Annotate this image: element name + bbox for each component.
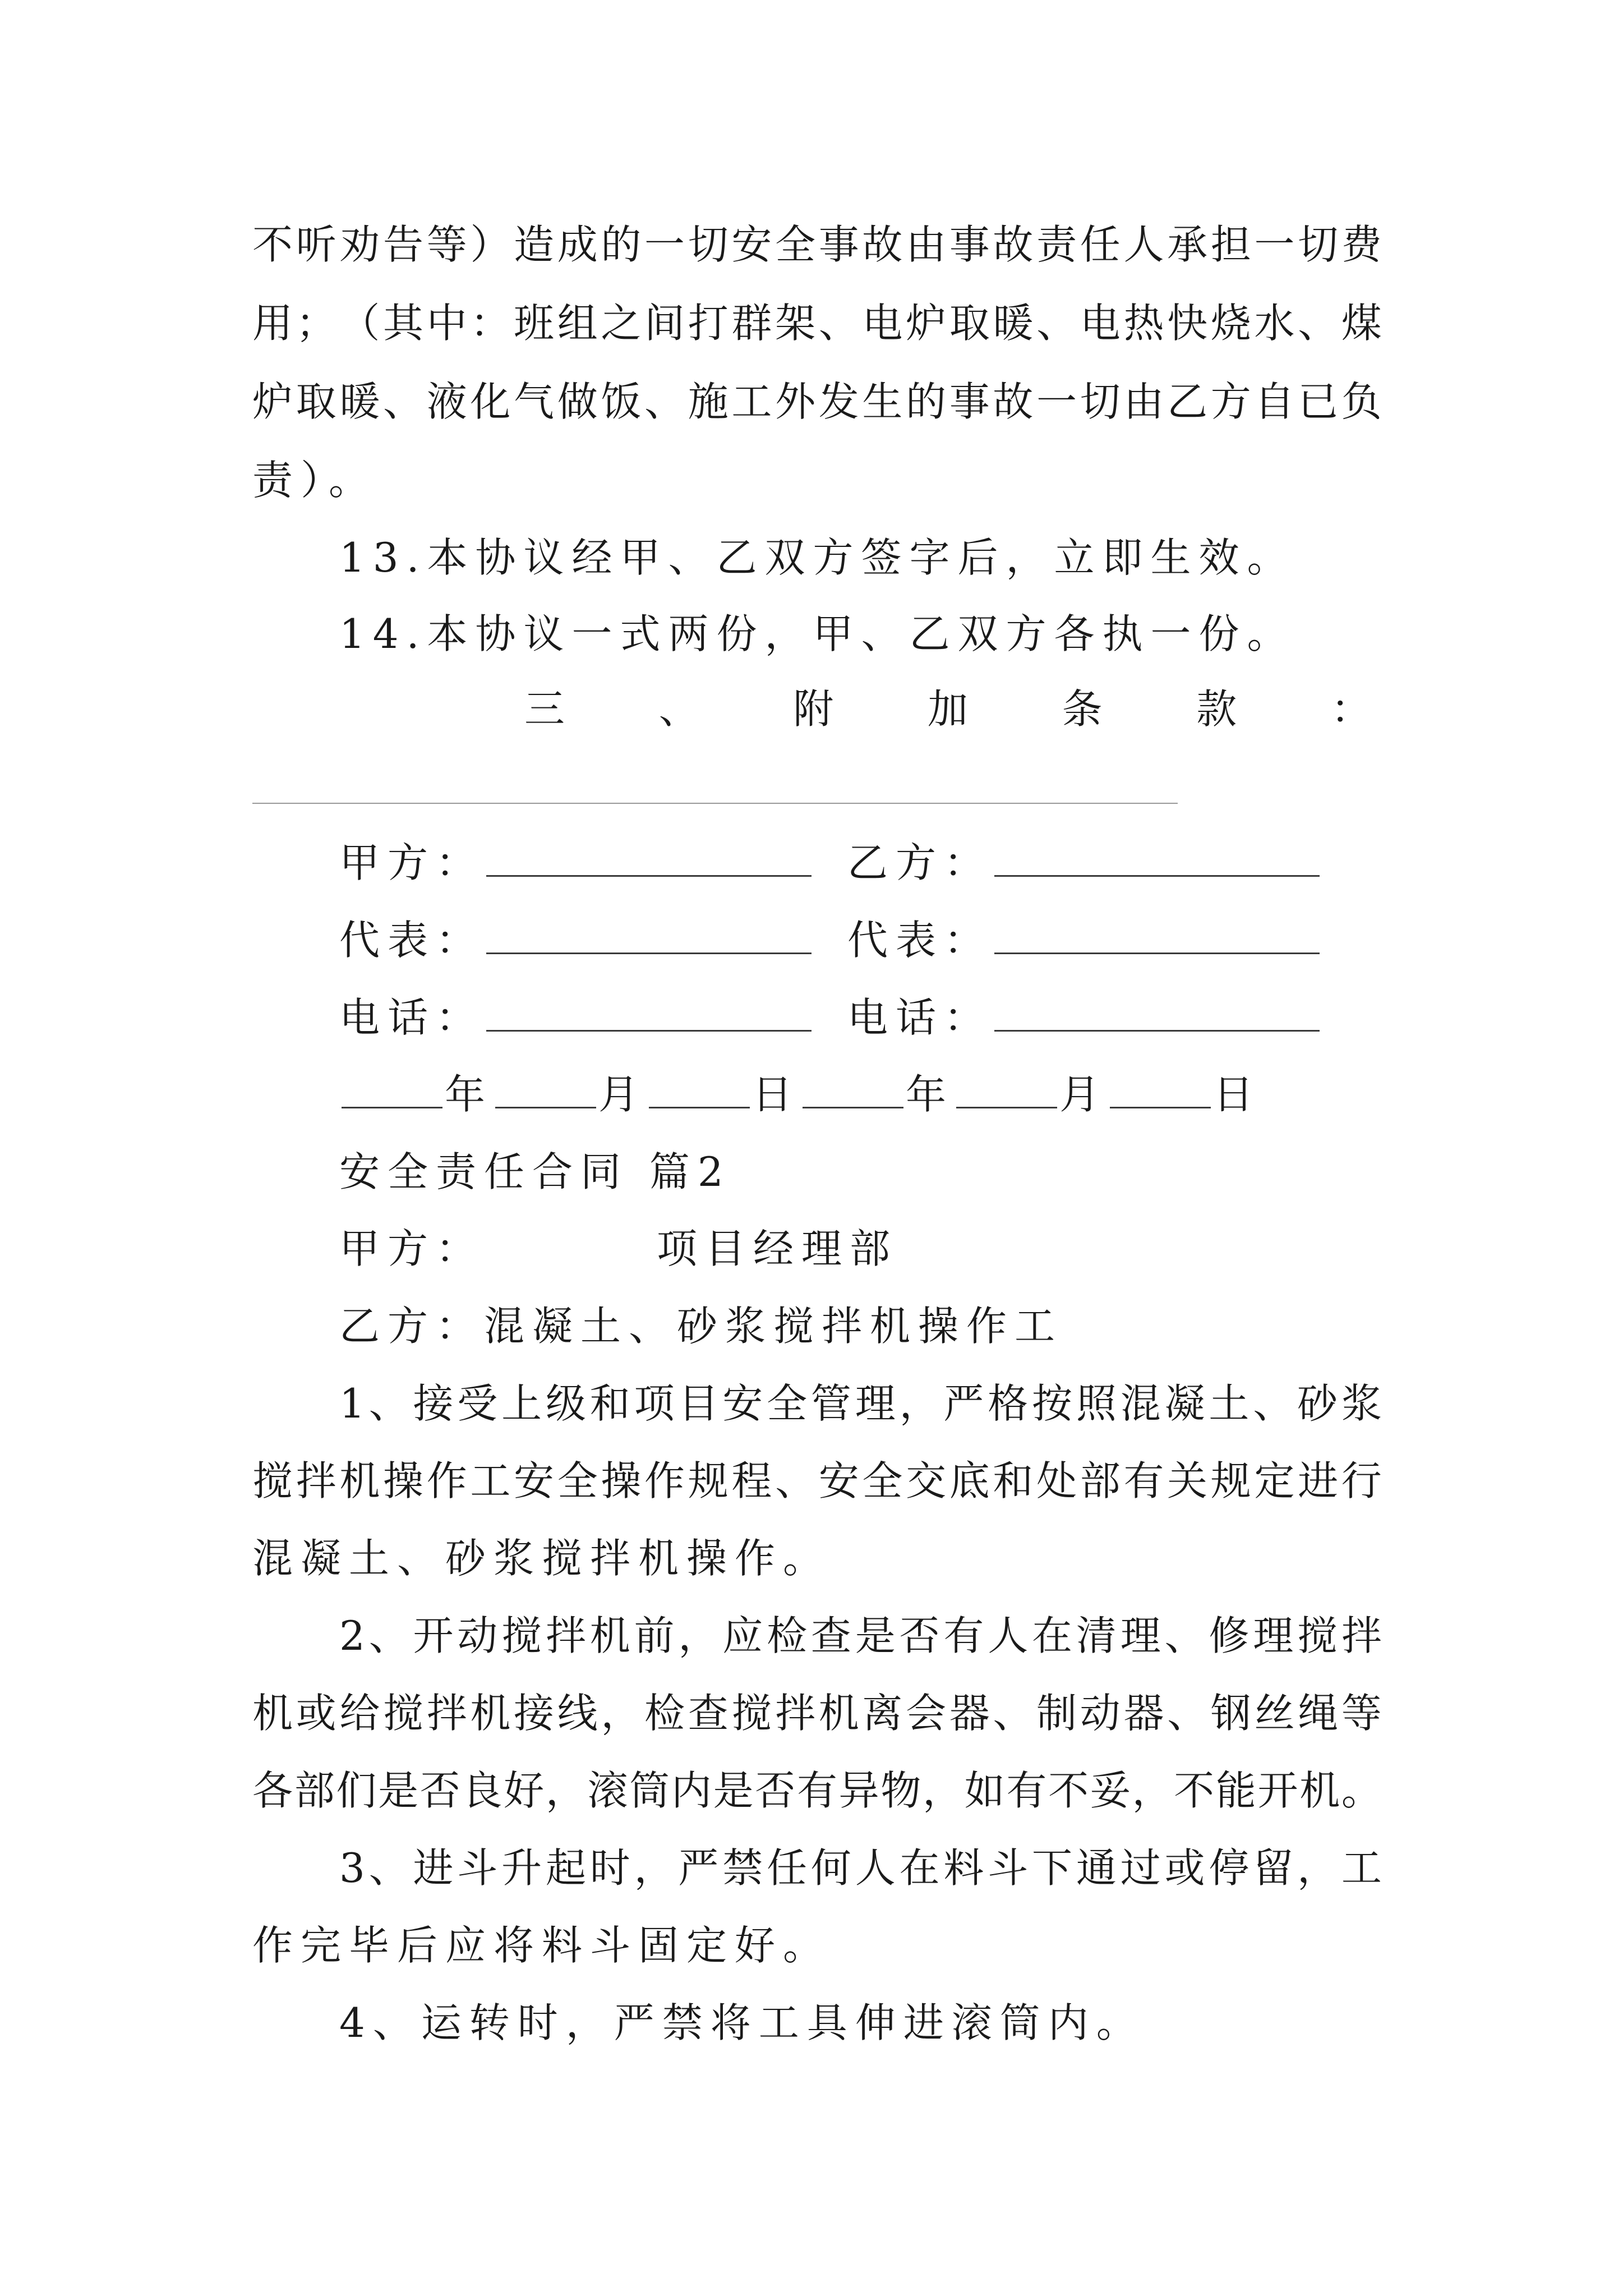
clause-14: 14.本协议一式两份，甲、乙双方各执一份。 bbox=[339, 610, 1295, 657]
month-label: 月 bbox=[598, 1071, 647, 1118]
text-line: 不 听 劝 告 等 ） 造 成 的 一 切 安 全 事 故 由 事 故 责 任 人 承 担 一 切 费 bbox=[252, 221, 1382, 268]
heading-char: 加 bbox=[927, 685, 968, 733]
signature-row-party bbox=[339, 839, 1322, 886]
item-3-line: 3 、 进 斗 升 起 时 ， 严 禁 任 何 人 在 料 斗 下 通 过 或 停 留 ， 工 bbox=[339, 1844, 1382, 1892]
month-blank bbox=[956, 1105, 1057, 1108]
signature-row-rep bbox=[339, 917, 1322, 964]
party-b-label: 乙方： bbox=[847, 839, 993, 886]
item-2-line: 机 或 给 搅 拌 机 接 线 ， 检 查 搅 拌 机 离 会 器 、 制 动 器 、 钢 丝 绳 等 bbox=[252, 1690, 1382, 1737]
phone-b-label: 电话： bbox=[847, 994, 993, 1041]
party-a-label: 甲方： bbox=[339, 839, 485, 886]
heading-char: 条 bbox=[1062, 685, 1103, 733]
party-a-blank bbox=[486, 873, 811, 877]
item-4: 4、运转时，严禁将工具伸进滚筒内。 bbox=[339, 1999, 1145, 2046]
year-label: 年 bbox=[906, 1071, 955, 1118]
text-line: 炉 取 暖 、 液 化 气 做 饭 、 施 工 外 发 生 的 事 故 一 切 由 乙 方 自 已 负 bbox=[252, 378, 1382, 425]
item-2-line: 2 、 开 动 搅 拌 机 前 ， 应 检 查 是 否 有 人 在 清 理 、 修 理 搅 拌 bbox=[339, 1612, 1382, 1659]
contract-party-a: 甲方： 项目经理部 bbox=[339, 1225, 898, 1272]
phone-b-blank bbox=[994, 1028, 1320, 1032]
heading-char: ： bbox=[1330, 685, 1371, 733]
rep-b-label: 代表： bbox=[847, 917, 993, 964]
month-label: 月 bbox=[1059, 1071, 1108, 1118]
clause-13: 13.本协议经甲、乙双方签字后，立即生效。 bbox=[339, 534, 1295, 581]
month-blank bbox=[495, 1105, 596, 1108]
heading-char: 、 bbox=[658, 685, 699, 733]
year-blank bbox=[803, 1105, 903, 1108]
party-b-blank bbox=[994, 873, 1320, 877]
rep-a-label: 代表： bbox=[339, 917, 485, 964]
heading-char: 附 bbox=[793, 685, 834, 733]
contract-party-b: 乙方：混凝土、砂浆搅拌机操作工 bbox=[339, 1303, 1063, 1350]
text-line: 用 ； （ 其 中 ： 班 组 之 间 打 群 架 、 电 炉 取 暖 、 电 热 快 烧 水 、 煤 bbox=[252, 300, 1382, 347]
item-2-line: 各 部 们 是 否 良 好 ， 滚 筒 内 是 否 有 异 物 ， 如 有 不 妥 ， 不 能 开 机 。 bbox=[252, 1767, 1382, 1814]
day-label: 日 bbox=[752, 1071, 801, 1118]
additional-terms-heading bbox=[524, 685, 1371, 733]
item-1-line: 1 、 接 受 上 级 和 项 目 安 全 管 理 ， 严 格 按 照 混 凝 土 、 砂 浆 bbox=[339, 1380, 1382, 1427]
signature-row-phone bbox=[339, 994, 1322, 1041]
phone-a-label: 电话： bbox=[339, 994, 485, 1041]
phone-a-blank bbox=[486, 1028, 811, 1032]
day-blank bbox=[1110, 1105, 1211, 1108]
rep-b-blank bbox=[994, 950, 1320, 954]
year-label: 年 bbox=[445, 1071, 494, 1118]
contract-title: 安全责任合同 篇2 bbox=[339, 1148, 731, 1195]
additional-terms-blank-line bbox=[252, 803, 1178, 804]
item-3-line: 作完毕后应将料斗固定好。 bbox=[252, 1922, 832, 1969]
heading-char: 款 bbox=[1196, 685, 1237, 733]
text-line: 责）。 bbox=[252, 457, 377, 504]
item-1-line: 混凝土、砂浆搅拌机操作。 bbox=[252, 1535, 832, 1582]
day-blank bbox=[649, 1105, 750, 1108]
year-blank bbox=[342, 1105, 442, 1108]
signature-row-date bbox=[339, 1071, 1262, 1118]
day-label: 日 bbox=[1213, 1071, 1262, 1118]
item-1-line: 搅 拌 机 操 作 工 安 全 操 作 规 程 、 安 全 交 底 和 处 部 有 关 规 定 进 行 bbox=[252, 1457, 1382, 1504]
rep-a-blank bbox=[486, 950, 811, 954]
heading-char: 三 bbox=[524, 685, 565, 733]
